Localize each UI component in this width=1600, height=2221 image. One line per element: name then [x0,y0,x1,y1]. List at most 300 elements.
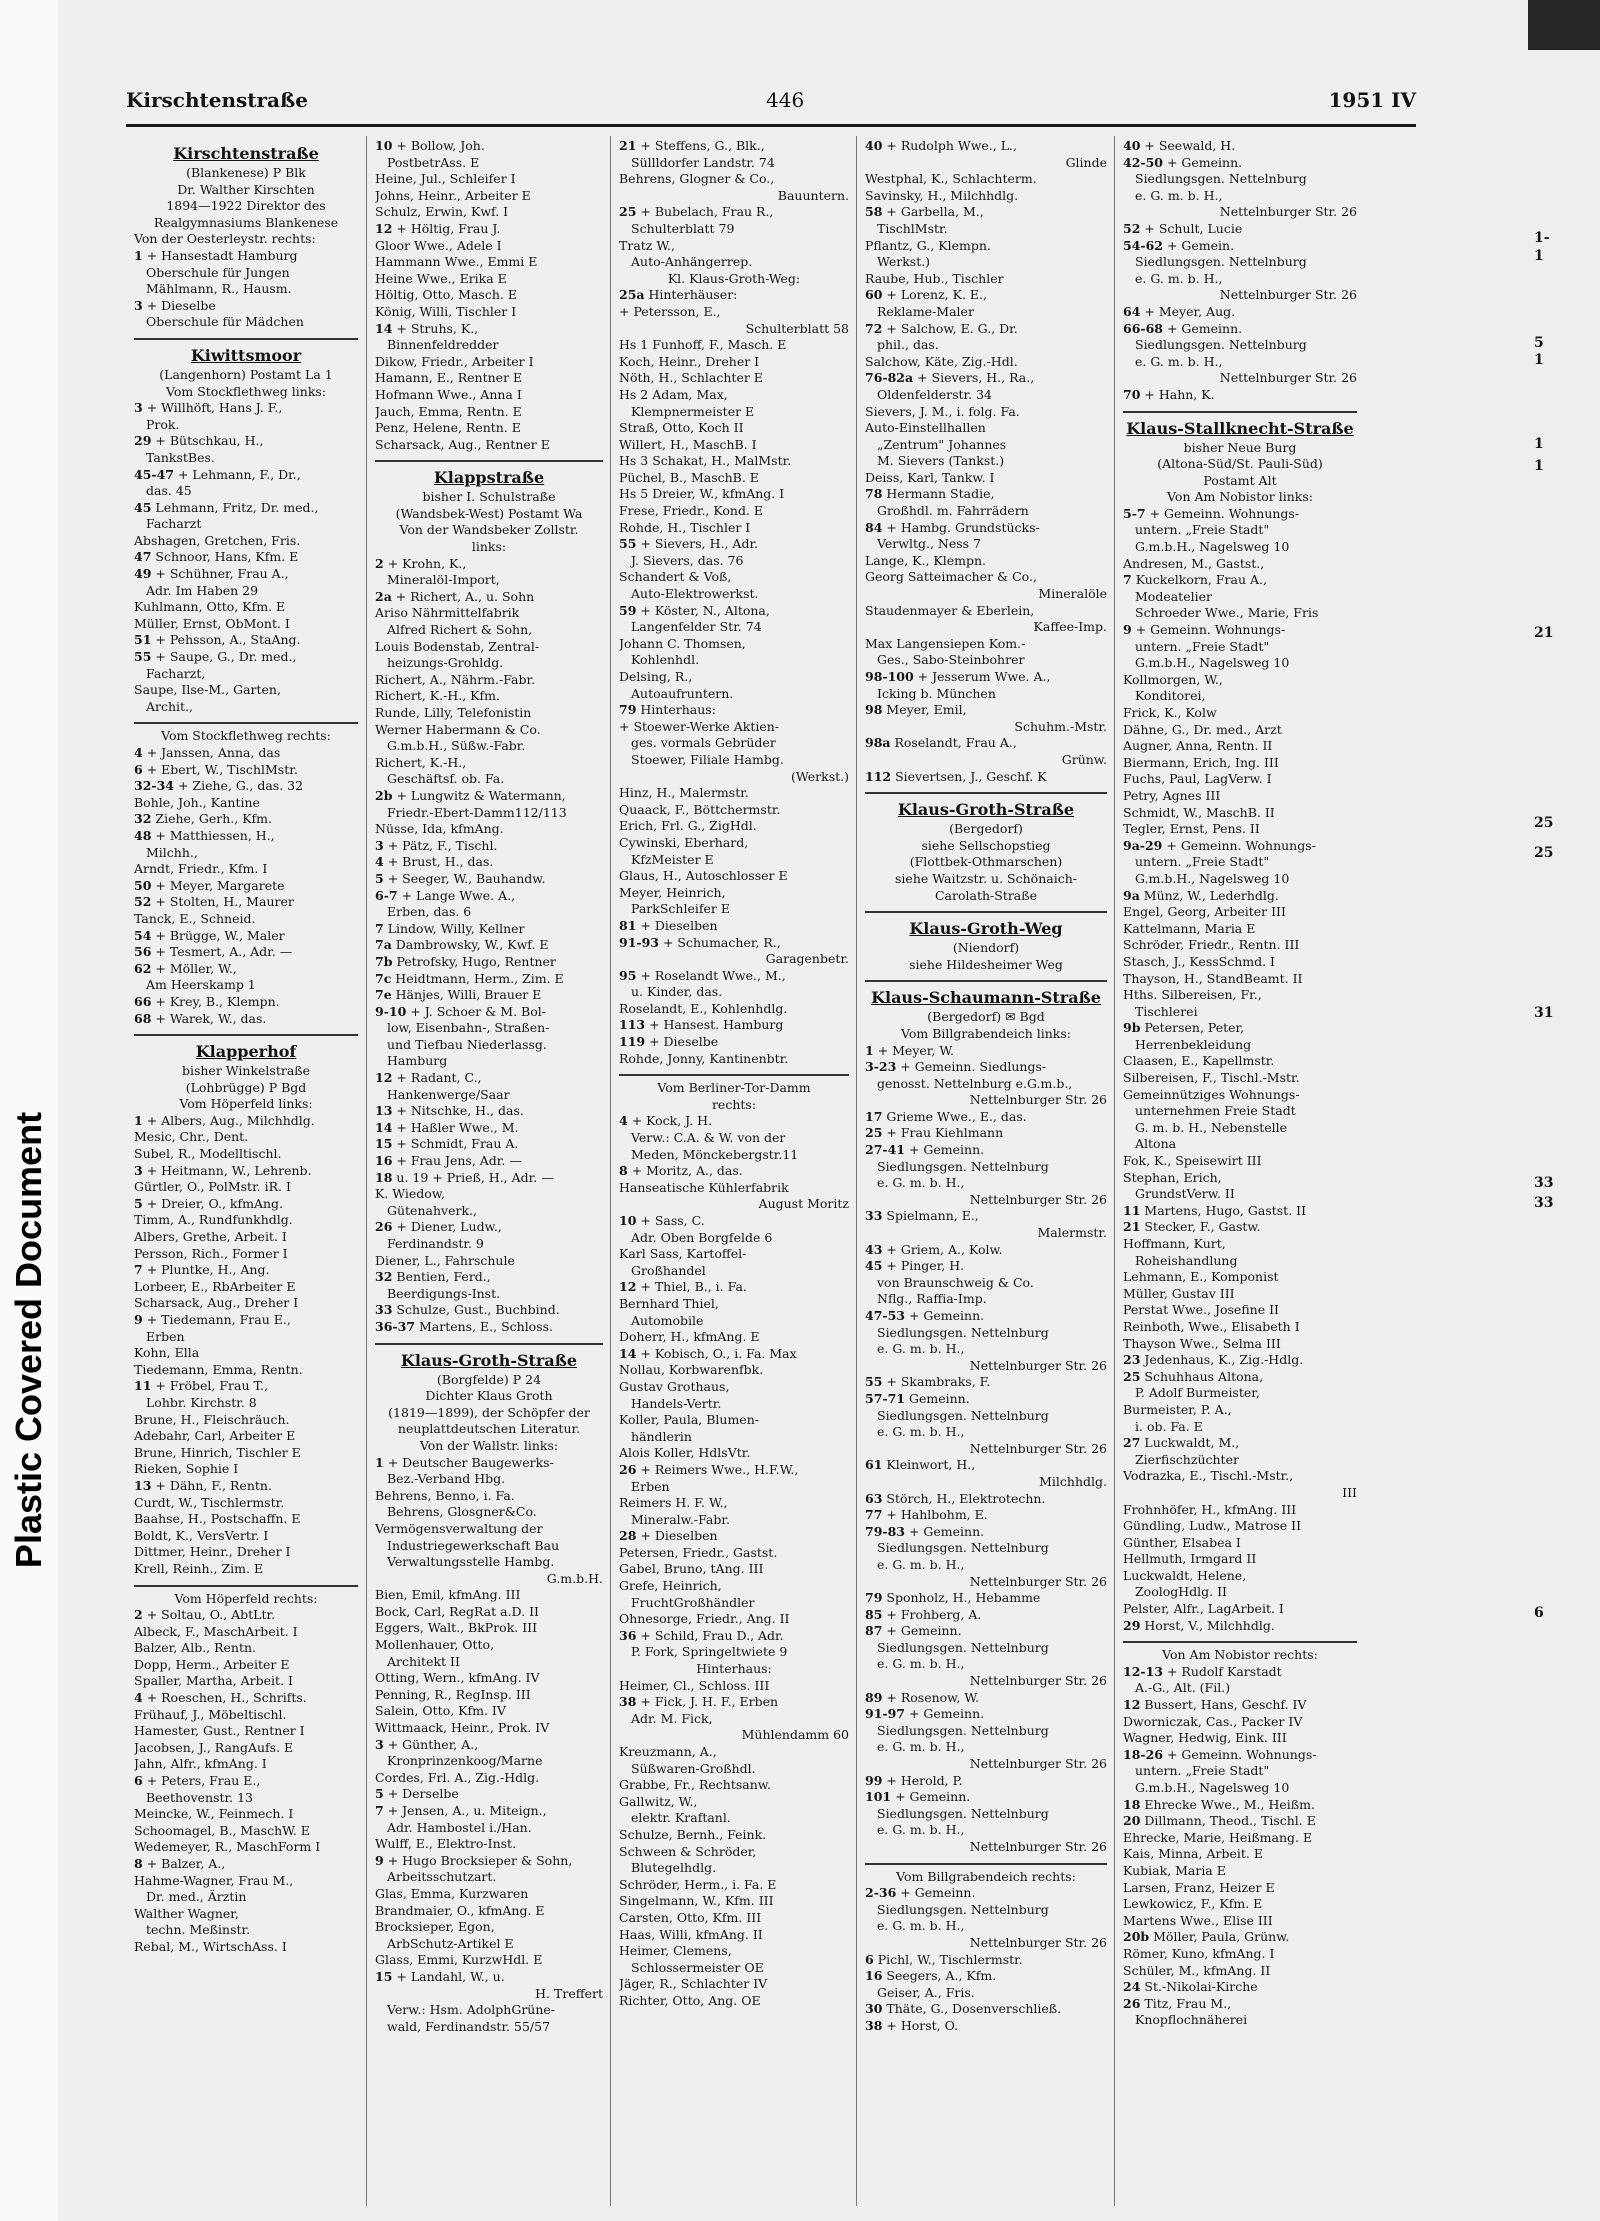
street-note [1123,489,1357,506]
entry-text: Werkst.) [877,254,931,270]
entry-text: Petrofsky, Hugo, Rentner [396,953,556,969]
directory-entry [865,1935,1107,1952]
directory-entry [865,1258,1107,1275]
directory-entry [375,1219,603,1236]
directory-entry [375,1604,603,1621]
directory-entry [619,138,849,155]
house-number: 49 [134,566,152,582]
section-divider [865,980,1107,982]
entry-text: + Hambg. Grundstücks- [886,519,1040,535]
directory-entry [865,287,1107,304]
entry-text: + Jensen, A., u. Miteign., [387,1803,547,1818]
entry-text: Vom Höperfeld rechts: [174,1590,318,1606]
street-note [1123,456,1357,473]
directory-entry [619,437,849,454]
entry-text: + Willhöft, Hans J. F., [146,400,283,416]
directory-entry [375,1753,603,1770]
directory-entry [375,387,603,404]
entry-text: Runde, Lilly, Telefonistin [375,705,532,720]
entry-text: untern. „Freie Stadt" [1135,522,1270,538]
street-heading: Klaus-Stallknecht-Straße [1126,418,1354,438]
directory-entry [865,1225,1107,1242]
directory-entry [1123,738,1357,755]
entry-text: Püchel, B., MaschB. E [619,469,759,485]
house-number: 3 [134,400,143,416]
entry-text: (1819—1899), der Schöpfer der [388,1404,590,1420]
entry-text: + Horst, O. [886,2017,959,2033]
entry-text: + Gemeinn. [908,1706,985,1722]
entry-text: + Gemein. [1166,237,1235,253]
house-number: 1 [134,247,143,263]
entry-text: Otting, Wern., kfmAng. IV [375,1670,540,1686]
entry-text: + Garbella, M., [886,204,984,220]
house-number: 11 [1123,1202,1141,1218]
entry-text: Adr. Hambostel i./Han. [387,1819,532,1835]
directory-entry [865,1341,1107,1358]
entry-text: Siedlungsgen. Nettelnburg [877,1158,1049,1174]
house-number: 29 [134,433,152,449]
directory-entry [865,1142,1107,1159]
directory-entry [1123,1203,1357,1220]
entry-text: Penz, Helene, Rentn. E [375,420,521,436]
entry-text: e. G. m. b. H., [877,1739,965,1755]
street-heading: Klaus-Groth-Weg [909,919,1063,939]
entry-text: ParkSchleifer E [631,901,730,917]
entry-text: Schulterblatt 79 [631,220,735,236]
house-number: 7b [375,953,393,969]
entry-text: Schröder, Herm., i. Fa. E [619,1876,777,1892]
directory-entry [134,1113,358,1130]
entry-text: + Stoewer-Werke Aktien- [619,718,780,734]
entry-text: G.m.b.H., Nagelsweg 10 [1135,539,1290,555]
entry-text: Nettelnburger Str. 26 [969,1092,1107,1108]
house-number: 55 [134,649,152,665]
next-page-edge [1528,0,1600,2221]
entry-text: + Frau Jens, Adr. — [396,1153,522,1169]
directory-entry [1123,1253,1357,1270]
entry-text: Nettelnburger Str. 26 [969,1440,1107,1456]
entry-text: FruchtGroßhändler [631,1594,755,1610]
house-number: 9a [1123,887,1140,903]
directory-entry [1123,1302,1357,1319]
house-number: 8 [619,1163,628,1179]
entry-text: Verwaltungsstelle Hambg. [387,1554,555,1570]
street-note [134,1080,358,1097]
entry-text: Bez.-Verband Hbg. [387,1471,506,1487]
directory-entry [865,1291,1107,1308]
directory-entry [619,951,849,968]
section-divider [134,1034,358,1036]
entry-text: Günther, Elsabea I [1123,1534,1241,1550]
entry-text: Lehmann, Fritz, Dr. med., [155,499,319,515]
entry-text: + Matthiessen, H., [155,827,275,843]
entry-text: + Gemeinn. Wohnungs- [1166,837,1316,853]
directory-entry [1123,188,1357,205]
directory-entry [619,901,849,918]
directory-entry [375,821,603,838]
house-number: 6-7 [375,887,398,903]
entry-text: Gütenahverk., [387,1202,477,1218]
entry-text: bisher I. Schulstraße [422,489,556,505]
directory-entry [1123,1535,1357,1552]
entry-text: Gündling, Ludw., Matrose II [1123,1518,1302,1534]
directory-entry [865,686,1107,703]
entry-text: + Stolten, H., Maurer [155,894,294,910]
entry-text: August Moritz [758,1196,849,1212]
directory-entry [865,1524,1107,1541]
entry-text: + Meyer, W. [877,1042,954,1058]
entry-text: Singelmann, W., Kfm. III [619,1893,774,1909]
entry-text: Facharzt, [146,665,206,681]
directory-entry [375,1869,603,1886]
house-number: 55 [619,536,637,552]
directory-entry [375,1236,603,1253]
directory-entry [134,878,358,895]
entry-text: Meincke, W., Feinmech. I [134,1806,294,1822]
directory-entry [134,1640,358,1657]
entry-text: Ges., Sabo-Steinbohrer [877,652,1025,668]
entry-text: + Roeschen, H., Schrifts. [146,1690,307,1706]
directory-entry [619,1495,849,1512]
directory-entry [619,486,849,503]
directory-entry [865,586,1107,603]
directory-entry [375,921,603,938]
directory-entry [375,1969,603,1986]
entry-text: Jauch, Emma, Rentn. E [375,403,522,419]
house-number: 3-23 [865,1059,897,1075]
directory-entry [865,1839,1107,1856]
house-number: 7a [375,937,392,953]
directory-entry [134,1873,358,1890]
street-note [619,1661,849,1678]
directory-entry [375,1153,603,1170]
entry-text: Heimer, Clemens, [619,1943,732,1959]
directory-entry [134,1179,358,1196]
entry-text: Hinterhäuser: [648,287,738,303]
entry-text: Gemeinn. [908,1390,970,1406]
entry-text: Albers, Grethe, Arbeit. I [134,1229,287,1245]
entry-text: + Gemeinn. [1166,154,1243,170]
directory-entry [1123,1369,1357,1386]
entry-text: + Hahn, K. [1144,386,1215,402]
entry-text: Milchh., [146,844,198,860]
directory-entry [1123,904,1357,921]
entry-text: Claasen, E., Kapellmstr. [1123,1053,1275,1069]
directory-entry [865,1242,1107,1259]
edge-fragment: 5 [1534,335,1544,351]
entry-text: Martens, Hugo, Gastst. II [1144,1202,1307,1218]
entry-text: Cordes, Frl. A., Zig.-Hdlg. [375,1769,540,1785]
entry-text: Schüler, M., kfmAng. II [1123,1962,1271,1978]
directory-entry [134,433,358,450]
entry-text: + Moritz, A., das. [631,1163,743,1179]
entry-text: Tegler, Ernst, Pens. II [1123,821,1260,837]
directory-entry [134,516,358,533]
street-note [375,489,603,506]
directory-entry [134,533,358,550]
entry-text: Koller, Paula, Blumen- [619,1412,759,1428]
directory-entry [134,1511,358,1528]
entry-text: Adr. M. Fick, [631,1710,713,1726]
entry-text: G. m. b. H., Nebenstelle [1135,1119,1288,1135]
entry-text: Meyer, Heinrich, [619,884,726,900]
street-note [134,1063,358,1080]
entry-text: Müller, Ernst, ObMont. I [134,615,290,631]
entry-text: + Lehmann, F., Dr., [177,466,301,482]
entry-text: untern. „Freie Stadt" [1135,854,1270,870]
directory-entry [134,1723,358,1740]
entry-text: Abshagen, Gretchen, Fris. [134,532,301,548]
entry-text: Hs 3 Schakat, H., MalMstr. [619,453,792,469]
directory-entry [375,1037,603,1054]
street-note [1123,440,1357,457]
entry-text: Auto-Anhängerrep. [631,254,753,270]
entry-text: Hofmann Wwe., Anna I [375,386,522,402]
directory-entry [1123,1020,1357,1037]
entry-text: Behrens, Glogner & Co., [619,171,775,187]
directory-entry [134,1856,358,1873]
entry-text: + Gemeinn. [895,1789,971,1805]
entry-text: Gürtler, O., PolMstr. iR. I [134,1179,291,1195]
directory-entry [1123,1846,1357,1863]
entry-text: und Tiefbau Niederlassg. [387,1036,547,1052]
directory-entry [375,556,603,573]
directory-entry [619,1180,849,1197]
directory-entry [619,1860,849,1877]
directory-entry [619,769,849,786]
house-number: 13 [375,1103,393,1119]
directory-entry [619,1644,849,1661]
entry-text: Schröder, Friedr., Rentn. III [1123,937,1300,953]
entry-text: Nollau, Korbwarenfbk. [619,1362,764,1378]
entry-text: Heine, Jul., Schleifer I [375,171,516,187]
directory-entry [375,738,603,755]
house-number: 85 [865,1606,883,1622]
directory-entry [1123,1402,1357,1419]
entry-text: Grieme Wwe., E., das. [886,1108,1027,1124]
house-number: 54 [134,927,152,943]
entry-text: Richert, A., Nährm.-Fabr. [375,671,536,687]
street-note [1123,1647,1357,1664]
directory-entry [375,1919,603,1936]
entry-text: + Pehsson, A., StaAng. [155,632,301,648]
house-number: 20b [1123,1929,1150,1945]
directory-entry [134,1445,358,1462]
directory-entry [619,935,849,952]
directory-entry [375,1637,603,1654]
entry-text: + Seeger, W., Bauhandw. [387,870,546,886]
directory-entry [375,271,603,288]
directory-entry [619,354,849,371]
section-divider [865,911,1107,913]
directory-entry [1123,1896,1357,1913]
entry-text: Herrenbekleidung [1135,1036,1252,1052]
directory-entry [134,298,358,315]
entry-text: + Hansest. Hamburg [649,1017,784,1033]
entry-text: Möller, Paula, Grünw. [1153,1929,1290,1945]
entry-text: + Gemeinn. Wohnungs- [1149,505,1300,521]
directory-entry [375,688,603,705]
house-number: 18-26 [1123,1746,1163,1762]
directory-entry [375,321,603,338]
entry-text: KfzMeister E [631,851,714,867]
street-note [865,871,1107,888]
directory-entry [619,1810,849,1827]
directory-entry [1123,1153,1357,1170]
directory-entry [1123,1319,1357,1336]
entry-text: Saupe, Ilse-M., Garten, [134,682,281,698]
street-heading: Kirschtenstraße [173,144,319,163]
directory-entry [134,616,358,633]
entry-text: + Rudolf Karstadt [1166,1663,1282,1679]
entry-text: Adr. Oben Borgfelde 6 [631,1229,773,1245]
entry-text: + Bubelach, Frau R., [640,204,774,220]
entry-text: Ariso Nährmittelfabrik [375,605,520,621]
street-note [865,1009,1107,1026]
directory-entry [375,1886,603,1903]
directory-entry [865,1507,1107,1524]
entry-text: + Skambraks, F. [886,1374,991,1390]
street-note [134,182,358,199]
entry-text: Geiser, A., Fris. [877,1984,975,2000]
directory-entry [134,1362,358,1379]
directory-entry [375,420,603,437]
directory-entry [865,204,1107,221]
directory-entry [1123,1468,1357,1485]
directory-entry [865,2001,1107,2018]
house-number: 12 [375,1070,393,1086]
entry-text: + Dieselben [640,917,718,933]
directory-entry [619,188,849,205]
entry-text: + Struhs, K., [396,320,479,336]
entry-text: e. G. m. b. H., [1135,270,1223,286]
directory-entry [619,1827,849,1844]
directory-entry [865,171,1107,188]
entry-text: Hänjes, Willi, Brauer E [395,987,542,1003]
entry-text: (Niendorf) [952,940,1020,956]
entry-text: Arndt, Friedr., Kfm. I [134,861,268,877]
directory-entry [375,805,603,822]
entry-text: e. G. m. b. H., [877,1424,965,1440]
entry-text: Carolath-Straße [934,887,1038,903]
entry-text: + Fick, J. H. F., Erben [640,1694,779,1710]
house-number: 60 [865,287,883,303]
street-note [865,838,1107,855]
entry-text: + Petersson, E., [619,303,721,319]
house-number: 14 [375,320,393,336]
entry-text: Erben [146,1328,185,1344]
entry-text: Siedlungsgen. Nettelnburg [877,1901,1049,1917]
house-number: 29 [1123,1617,1141,1633]
directory-entry [134,1906,358,1923]
entry-text: Siedlungsgen. Nettelnburg [877,1722,1049,1738]
entry-text: Boldt, K., VersVertr. I [134,1527,269,1543]
directory-entry [134,1561,358,1578]
directory-entry [1123,639,1357,656]
entry-text: Balzer, Alb., Rentn. [134,1640,257,1656]
street-note [375,1405,603,1422]
entry-text: Siedlungsgen. Nettelnburg [877,1540,1049,1556]
entry-text: Hanseatische Kühlerfabrik [619,1179,789,1195]
entry-text: Meden, Mönckebergstr.11 [631,1146,799,1162]
directory-entry [1123,1946,1357,1963]
house-number: 57-71 [865,1390,905,1406]
directory-entry [134,1163,358,1180]
entry-text: Vom Stockflethweg rechts: [161,728,331,744]
entry-text: Ferdinandstr. 9 [387,1236,484,1251]
directory-entry [619,1001,849,1018]
entry-text: P. Fork, Springeltwiete 9 [631,1644,788,1660]
entry-text: + Gemeinn. [908,1142,985,1158]
entry-text: e. G. m. b. H., [877,1341,965,1357]
entry-text: Penning, R., RegInsp. III [375,1686,531,1702]
entry-text: + Schult, Lucie [1144,220,1243,236]
directory-entry [619,1910,849,1927]
directory-entry [134,1146,358,1163]
entry-text: + Kobisch, O., i. Fa. Max [640,1345,797,1361]
house-number: 4 [375,854,384,870]
house-number: 9 [1123,622,1132,638]
directory-entry [134,1495,358,1512]
house-number: 47-53 [865,1308,905,1323]
entry-text: + Sass, C. [640,1213,705,1228]
entry-text: neuplattdeutschen Literatur. [397,1421,581,1437]
directory-entry [865,370,1107,387]
entry-text: Prok. [146,416,180,432]
entry-text: Erich, Frl. G., ZigHdl. [619,818,757,834]
column-1 [126,136,364,2206]
directory-entry [1123,1136,1357,1153]
entry-text: untern. „Freie Stadt" [1135,1763,1270,1779]
entry-text: Raube, Hub., Tischler [865,270,1004,286]
edge-fragment: 33 [1534,1175,1554,1191]
directory-entry [1123,1747,1357,1764]
directory-entry [1123,321,1357,338]
entry-text: Persson, Rich., Former I [134,1245,288,1261]
house-number: 52 [1123,220,1141,236]
section-divider [375,1343,603,1345]
directory-entry [1123,672,1357,689]
directory-entry [375,672,603,689]
directory-entry [375,755,603,772]
entry-text: Tanck, E., Schneid. [134,910,256,926]
entry-text: Thayson Wwe., Selma III [1123,1335,1281,1351]
house-number: 16 [375,1153,393,1169]
house-number: 91-97 [865,1706,905,1722]
entry-text: Quaack, F., Böttchermstr. [619,801,781,817]
entry-text: Salchow, Käte, Zig.-Hdl. [865,353,1018,369]
directory-entry [134,1922,358,1939]
directory-entry [865,354,1107,371]
entry-text: Fok, K., Speisewirt III [1123,1153,1262,1169]
directory-entry [619,835,849,852]
house-number: 3 [134,297,143,313]
entry-text: Auto-Elektrowerkst. [631,586,759,602]
entry-text: Mesic, Chr., Dent. [134,1129,249,1145]
entry-text: + Günther, A., [387,1736,479,1752]
entry-text: König, Willi, Tischler I [375,303,517,319]
entry-text: Schulze, Bernh., Feink. [619,1826,767,1842]
entry-text: siehe Sellschopstieg [921,837,1051,853]
house-number: 7 [375,1803,384,1818]
entry-text: + Gemeinn. [1166,320,1243,336]
directory-entry [375,1070,603,1087]
entry-text: Archit., [146,698,194,714]
entry-text: Beerdigungs-Inst. [387,1285,501,1301]
directory-entry [134,861,358,878]
directory-entry [1123,1286,1357,1303]
entry-text: Hahme-Wagner, Frau M., [134,1872,294,1888]
